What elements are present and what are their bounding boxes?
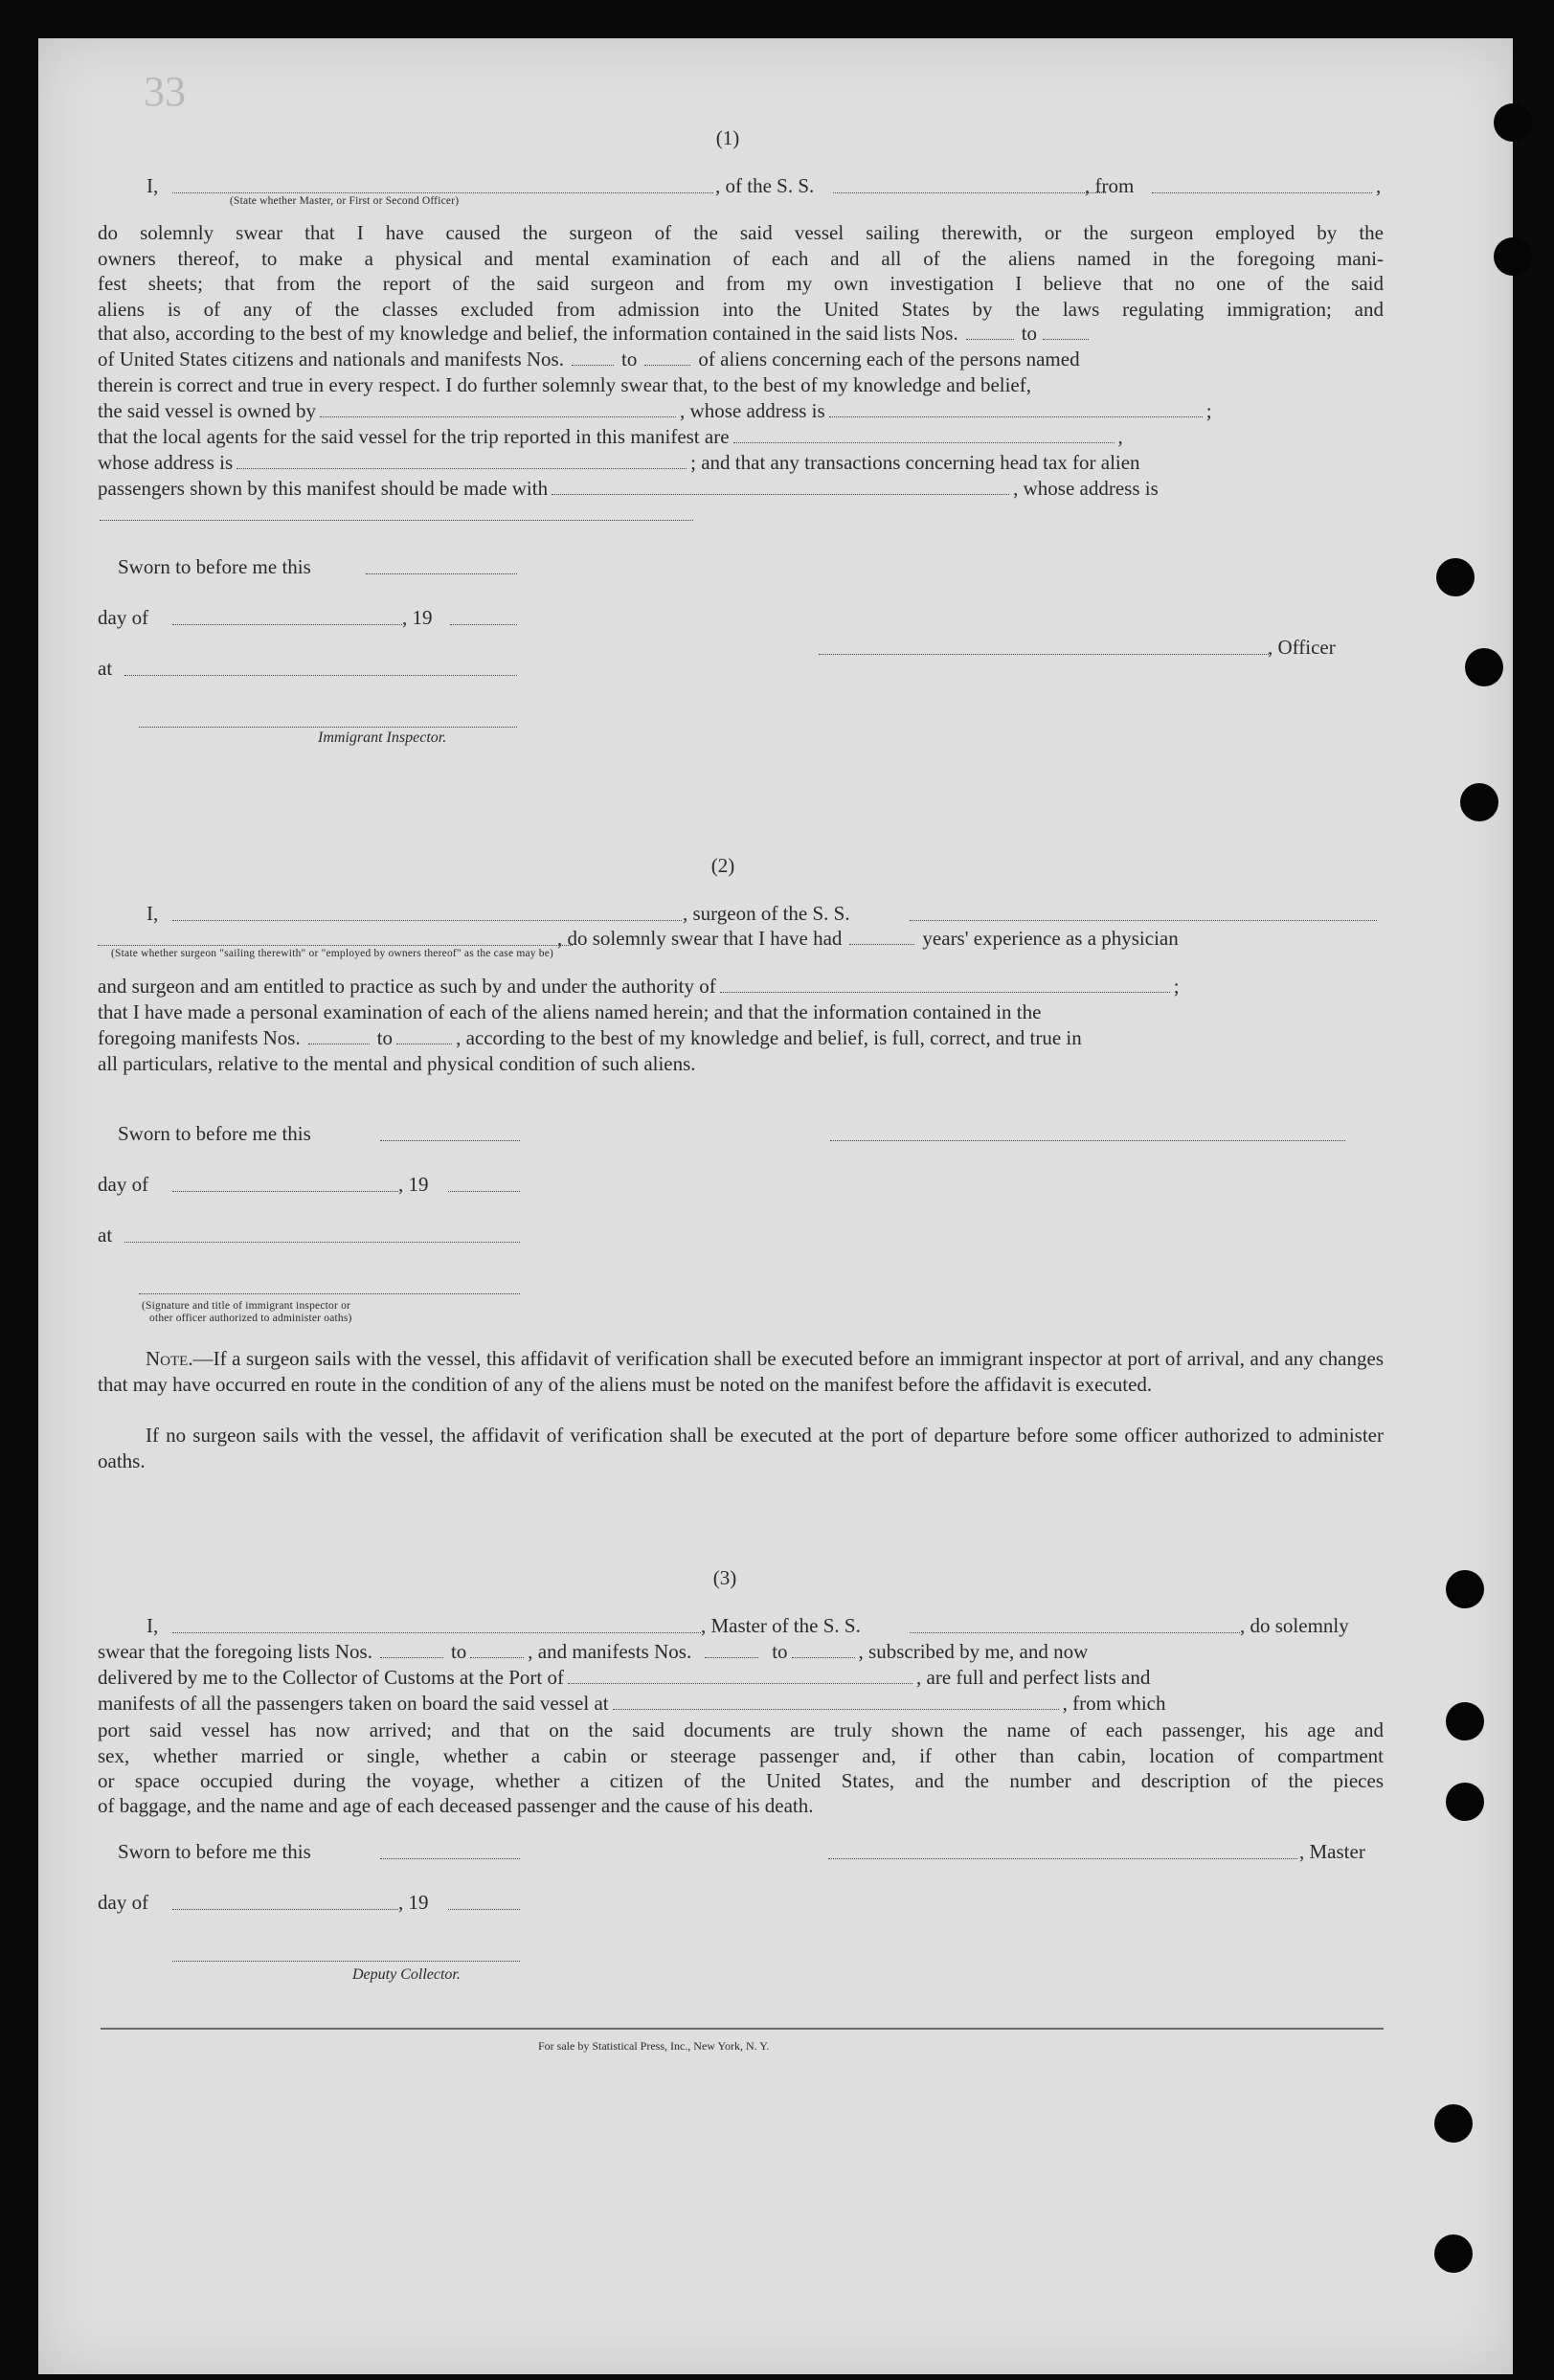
sec2-at-blank[interactable] [124,1241,520,1243]
sec2-sworn-label: Sworn to before me this [118,1122,311,1145]
binder-hole [1446,1702,1484,1740]
sec2-note [98,1346,1384,1397]
sec2-year-blank[interactable] [448,1190,520,1192]
sec3-line1-i: I, [146,1614,159,1637]
sec3-master-label: , Master [1299,1840,1365,1863]
owner-blank[interactable] [320,399,676,417]
sec2-line1-i: I, [146,902,159,925]
sec1-body-line: fest sheets; that from the report of the said surgeon and from my own investigation I believe that no one of the said [98,272,1384,296]
sec2-day-label: day of [98,1173,149,1196]
sec3-year-label: , 19 [398,1891,429,1914]
sec3-sworn-blank[interactable] [380,1857,520,1859]
sec1-day-blank[interactable] [172,623,402,625]
sec1-line7: therein is correct and true in every respect. I do further solemnly swear that, to the best of my knowledge and belief, [98,373,1031,396]
head-tax-party-blank[interactable] [552,477,1009,495]
binder-hole [1434,2104,1473,2143]
sec3-master-signature-blank[interactable] [828,1857,1297,1859]
sec3-lists-from-blank[interactable] [380,1640,443,1658]
sec2-note-2: If no surgeon sails with the vessel, the affidavit of verification shall be executed at the port of departure before some officer authorized to administer oaths. [98,1424,1384,1472]
sec2-ship-blank[interactable] [910,919,1377,921]
sec1-body-line: aliens is of any of the classes excluded from admission into the United States by the laws regulating immigration; and [98,297,1384,321]
agents-blank[interactable] [733,425,1115,443]
sec3-manifests-to-blank[interactable] [792,1640,855,1658]
owner-address-blank[interactable] [829,399,1203,417]
sec1-sworn-blank[interactable] [366,573,517,574]
sec2-manifest-from-blank[interactable] [308,1026,370,1044]
sec1-year-label: , 19 [402,606,433,629]
sec1-day-label: day of [98,606,149,629]
sec1-from-comma: , [1376,174,1382,197]
sec1-body-line: owners thereof, to make a physical and mental examination of each and all of the aliens named in the foregoing mani- [98,246,1384,270]
sec3-master-name-blank[interactable] [172,1631,701,1633]
sec1-line-i: I, [146,174,159,197]
note-label: Note. [146,1347,193,1370]
port-of-arrival-blank[interactable] [568,1666,912,1684]
sec3-day-label: day of [98,1891,149,1914]
sec2-surgeon-name-blank[interactable] [172,919,682,921]
binder-hole [1436,558,1475,596]
binder-hole [1446,1783,1484,1821]
sec2-surgeon-signature-blank[interactable] [830,1139,1345,1141]
sec1-officer-signature-blank[interactable] [819,653,1269,655]
manifests-from-blank[interactable] [572,348,614,366]
lists-to-blank[interactable] [1043,322,1089,340]
manifest-affidavit-page [38,38,1513,2374]
sec1-inspector-caption: Immigrant Inspector. [318,730,447,746]
sec2-at-label: at [98,1224,113,1246]
head-tax-address-blank[interactable] [100,519,693,521]
sec3-last-line: of baggage, and the name and age of each deceased passenger and the cause of his death. [98,1794,814,1817]
port-of-embarkation-blank[interactable] [613,1692,1059,1710]
sec1-of-ss-label: , of the S. S. [715,174,815,197]
binder-hole [1494,237,1532,276]
sec3-manifests-from-blank[interactable] [705,1640,758,1658]
note-text: —If a surgeon sails with the vessel, this affidavit of verification shall be executed before an immigrant inspector at port of arrival, and any changes that may have occurred en route in the condition of any of the aliens must be noted on the manifest before the affidavit is executed. [98,1347,1384,1396]
sec3-sworn-label: Sworn to before me this [118,1840,311,1863]
sec2-line6: all particulars, relative to the mental and physical condition of such aliens. [98,1052,696,1075]
sec3-lists-to-blank[interactable] [470,1640,524,1658]
sec2-sig-caption-1: (Signature and title of immigrant inspector or [142,1300,351,1312]
sec2-capacity-blank[interactable] [98,944,573,946]
sec1-inspector-signature-blank[interactable] [139,726,517,728]
sec1-at-blank[interactable] [124,674,517,676]
section-1-heading: (1) [715,126,740,149]
sec2-sworn-blank[interactable] [380,1139,520,1141]
binder-hole [1460,783,1498,821]
printer-imprint: For sale by Statistical Press, Inc., New York, N. Y. [538,2039,770,2053]
sec3-day-blank[interactable] [172,1908,398,1910]
sec2-surgeon-of-label: , surgeon of the S. S. [683,902,850,925]
binder-hole [1434,2234,1473,2273]
sec2-manifest-to-blank[interactable] [396,1026,452,1044]
sec1-body-line: do solemnly swear that I have caused the surgeon of the said vessel sailing therewith, or the surgeon employed by the [98,221,1384,244]
years-experience-blank[interactable] [849,927,914,945]
sec3-body-line: sex, whether married or single, whether a cabin or steerage passenger and, if other than cabin, location of compartment [98,1743,1384,1767]
sec1-body [98,220,1384,322]
sec1-from-blank[interactable] [1152,191,1372,193]
sec2-inspector-signature-blank[interactable] [139,1292,520,1294]
sec1-line11: passengers shown by this manifest should be made with , whose address is [98,477,1159,500]
sec1-line6: of United States citizens and nationals and manifests Nos. to of aliens concerning each of the persons named [98,348,1080,370]
binder-hole [1446,1570,1484,1608]
section-3-heading: (3) [712,1566,737,1589]
sec1-sworn-label: Sworn to before me this [118,555,311,578]
sec3-master-of-label: , Master of the S. S. [701,1614,861,1637]
lists-from-blank[interactable] [966,322,1014,340]
sec3-collector-signature-blank[interactable] [172,1960,520,1962]
footer-divider [101,2028,1384,2030]
handwritten-page-number: 33 [144,68,186,115]
authority-blank[interactable] [720,975,1170,993]
sec1-line9: that the local agents for the said vessel for the trip reported in this manifest are , [98,425,1123,448]
sec3-year-blank[interactable] [448,1908,520,1910]
sec2-line3: and surgeon and am entitled to practice as such by and under the authority of ; [98,975,1180,998]
sec3-solemnly-label: , do solemnly [1240,1614,1349,1637]
sec2-day-blank[interactable] [172,1190,398,1192]
sec1-year-blank[interactable] [450,623,517,625]
sec3-line4: manifests of all the passengers taken on board the said vessel at , from which [98,1692,1166,1715]
sec3-body-line: port said vessel has now arrived; and that on the said documents are truly shown the name of each passenger, his age and [98,1718,1384,1741]
binder-hole [1494,103,1532,142]
sec2-sig-caption-2: other officer authorized to administer oaths) [149,1313,352,1324]
sec1-officer-label: , Officer [1268,636,1336,659]
sec1-line10: whose address is ; and that any transactions concerning head tax for alien [98,451,1140,474]
sec1-officer-blank[interactable] [172,191,713,193]
sec2-line5: foregoing manifests Nos. to , according to the best of my knowledge and belief, is full, correct, and true in [98,1026,1082,1049]
agents-address-blank[interactable] [236,451,687,469]
sec3-ship-blank[interactable] [910,1631,1240,1633]
sec3-body-line: or space occupied during the voyage, whether a citizen of the United States, and the number and description of the pieces [98,1769,1384,1793]
sec2-line2: , do solemnly swear that I have had years' experience as a physician [557,927,1179,950]
manifests-to-blank[interactable] [644,348,690,366]
sec1-at-label: at [98,657,113,680]
sec1-caption: (State whether Master, or First or Second Officer) [230,195,460,207]
sec3-line2: swear that the foregoing lists Nos. to , and manifests Nos. to , subscribed by me, and now [98,1640,1089,1663]
sec1-line5: that also, according to the best of my knowledge and belief, the information contained in the said lists Nos. to [98,322,1089,346]
section-2-heading: (2) [710,854,735,877]
binder-hole [1465,648,1503,686]
sec2-caption: (State whether surgeon "sailing therewith" or "employed by owners thereof" as the case may be) [111,948,554,959]
sec2-year-label: , 19 [398,1173,429,1196]
sec3-line3: delivered by me to the Collector of Customs at the Port of , are full and perfect lists and [98,1666,1151,1689]
sec3-collector-caption: Deputy Collector. [352,1966,461,1983]
sec1-ship-blank[interactable] [833,191,1106,193]
sec3-body [98,1718,1384,1794]
sec2-line4: that I have made a personal examination of each of the aliens named herein; and that the information contained in the [98,1000,1042,1023]
sec1-from-label: , from [1085,174,1135,197]
sec1-line8: the said vessel is owned by , whose address is ; [98,399,1212,422]
